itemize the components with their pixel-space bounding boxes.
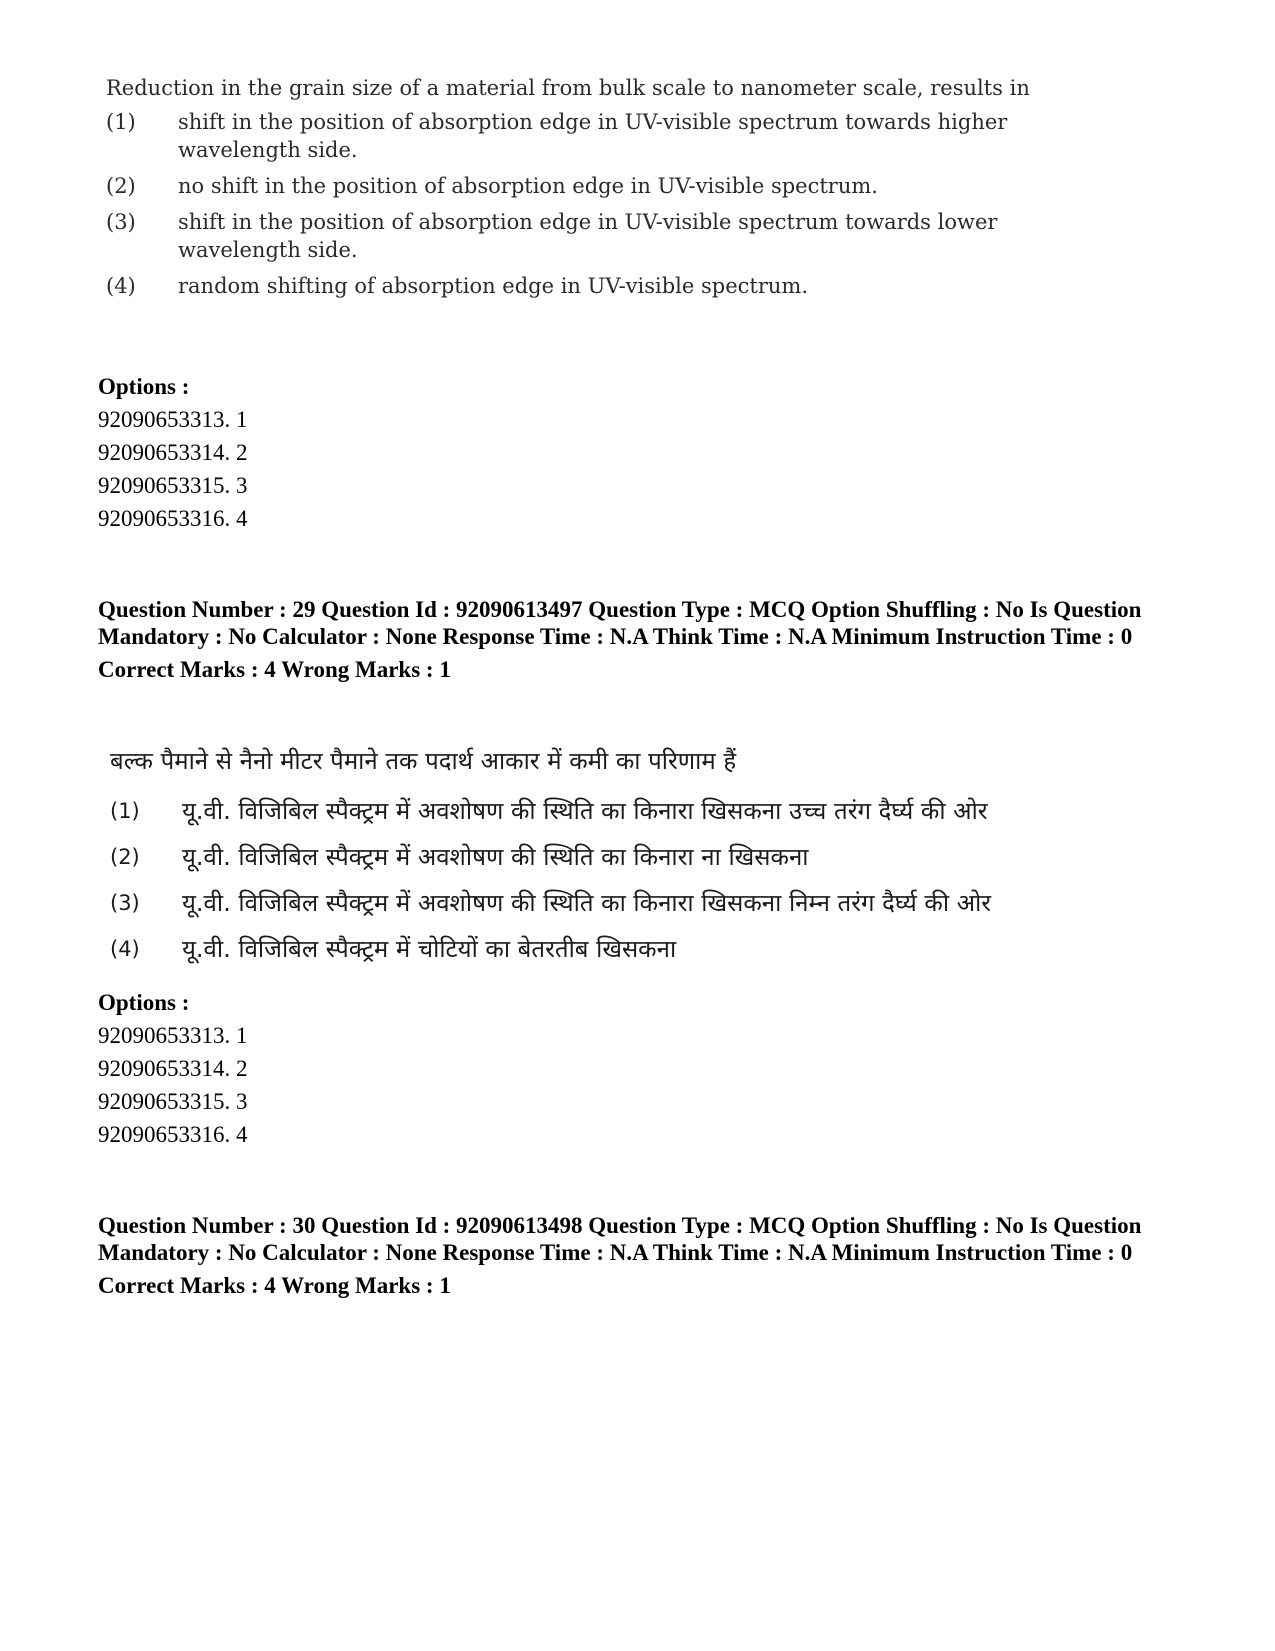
option-number: (2) [106, 174, 136, 198]
options-list-1 [98, 370, 1188, 535]
hindi-question-block [110, 744, 1070, 978]
option-text: shift in the position of absorption edge in UV-visible spectrum towards lower wavelength side. [178, 210, 998, 262]
option-id-item: 92090653316. 4 [98, 1122, 248, 1147]
english-option-3 [106, 208, 1066, 264]
question-30-meta [98, 1212, 1188, 1299]
option-text: यू.वी. विजिबिल स्पैक्ट्रम में अवशोषण की स्थिति का किनारा ना खिसकना [182, 843, 809, 871]
option-number: (3) [106, 210, 136, 234]
option-text: यू.वी. विजिबिल स्पैक्ट्रम में अवशोषण की स्थिति का किनारा खिसकना निम्न तरंग दैर्घ्य की ओर [182, 889, 992, 917]
option-text: no shift in the position of absorption edge in UV-visible spectrum. [178, 174, 878, 198]
question-29-meta [98, 596, 1188, 683]
marks-line: Correct Marks : 4 Wrong Marks : 1 [98, 657, 451, 682]
option-text: random shifting of absorption edge in UV-visible spectrum. [178, 274, 808, 298]
hindi-option-4 [110, 932, 1070, 966]
option-number: (4) [106, 274, 136, 298]
english-option-4 [106, 272, 1066, 300]
hindi-option-3 [110, 886, 1070, 920]
option-id-item: 92090653314. 2 [98, 1056, 248, 1081]
english-question-stem: Reduction in the grain size of a material from bulk scale to nanometer scale, results in [106, 76, 1030, 100]
option-text: यू.वी. विजिबिल स्पैक्ट्रम में अवशोषण की स्थिति का किनारा खिसकना उच्च तरंग दैर्घ्य की ओर [182, 797, 988, 825]
options-list-2 [98, 986, 1188, 1151]
options-label: Options : [98, 374, 190, 399]
option-text: shift in the position of absorption edge in UV-visible spectrum towards higher wavelength side. [178, 110, 1008, 162]
hindi-option-1 [110, 794, 1070, 828]
english-option-2 [106, 172, 1066, 200]
option-id-item: 92090653313. 1 [98, 407, 248, 432]
marks-line: Correct Marks : 4 Wrong Marks : 1 [98, 1273, 451, 1298]
english-option-1 [106, 108, 1066, 164]
hindi-option-2 [110, 840, 1070, 874]
hindi-question-stem: बल्क पैमाने से नैनो मीटर पैमाने तक पदार्थ आकार में कमी का परिणाम हैं [110, 747, 737, 775]
question-header: Question Number : 29 Question Id : 92090613497 Question Type : MCQ Option Shuffling : No Is Question Mandatory : No Calculator : None Response Time : N.A Think Time : N.A Minimum Instruction Time : 0 [98, 597, 1142, 649]
option-id-item: 92090653313. 1 [98, 1023, 248, 1048]
options-label: Options : [98, 990, 190, 1015]
option-id-item: 92090653315. 3 [98, 473, 248, 498]
english-question-block [106, 74, 1066, 308]
option-id-item: 92090653314. 2 [98, 440, 248, 465]
option-number: (2) [110, 845, 140, 869]
option-number: (1) [110, 799, 140, 823]
option-number: (3) [110, 891, 140, 915]
option-id-item: 92090653315. 3 [98, 1089, 248, 1114]
option-number: (1) [106, 110, 136, 134]
question-header: Question Number : 30 Question Id : 92090613498 Question Type : MCQ Option Shuffling : No Is Question Mandatory : No Calculator : None Response Time : N.A Think Time : N.A Minimum Instruction Time : 0 [98, 1213, 1142, 1265]
option-number: (4) [110, 937, 140, 961]
option-text: यू.वी. विजिबिल स्पैक्ट्रम में चोटियों का बेतरतीब खिसकना [182, 935, 677, 963]
option-id-item: 92090653316. 4 [98, 506, 248, 531]
